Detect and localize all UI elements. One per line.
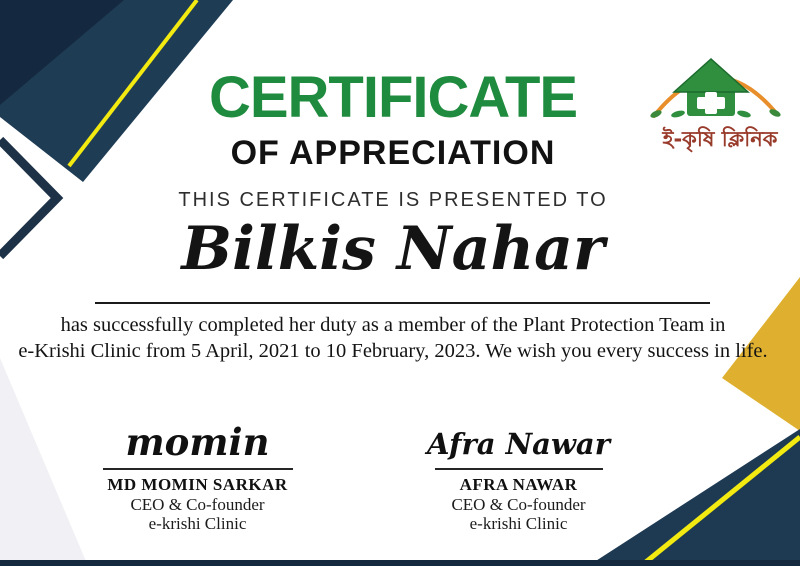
- signatory-role-left: CEO & Co-founder: [130, 495, 265, 514]
- presented-to-line: THIS CERTIFICATE IS PRESENTED TO: [178, 189, 608, 211]
- signatory-org-right: e-krishi Clinic: [469, 514, 568, 533]
- body-line-1: has successfully completed her duty as a member of the Plant Protection Team in: [60, 314, 726, 336]
- signatory-name-right: AFRA NAWAR: [459, 475, 578, 494]
- signature-rule-right: [435, 468, 603, 470]
- recipient-name: Bilkis Nahar: [181, 214, 605, 284]
- bottom-navy-bar: [0, 560, 800, 566]
- signature-handwriting-right: Afra Nawar: [427, 427, 610, 461]
- signature-block-right: [406, 427, 631, 533]
- signatory-name-left: MD MOMIN SARKAR: [107, 475, 288, 494]
- signatory-role-right: CEO & Co-founder: [451, 495, 586, 514]
- signature-block-left: [85, 420, 310, 533]
- logo-org-name: ই-কৃষি ক্লিনিক: [662, 127, 778, 151]
- certificate-subtitle: OF APPRECIATION: [230, 134, 556, 172]
- signatory-org-left: e-krishi Clinic: [148, 514, 247, 533]
- certificate-title: CERTIFICATE: [208, 65, 578, 130]
- name-underline: [95, 302, 710, 304]
- bottom-left-gray-wedge: [0, 358, 88, 566]
- certificate-body: [0, 312, 786, 364]
- signature-handwriting-left: momin: [125, 420, 270, 464]
- signature-rule-left: [103, 468, 293, 470]
- body-line-2: e-Krishi Clinic from 5 April, 2021 to 10 February, 2023. We wish you every success in life.: [18, 340, 768, 362]
